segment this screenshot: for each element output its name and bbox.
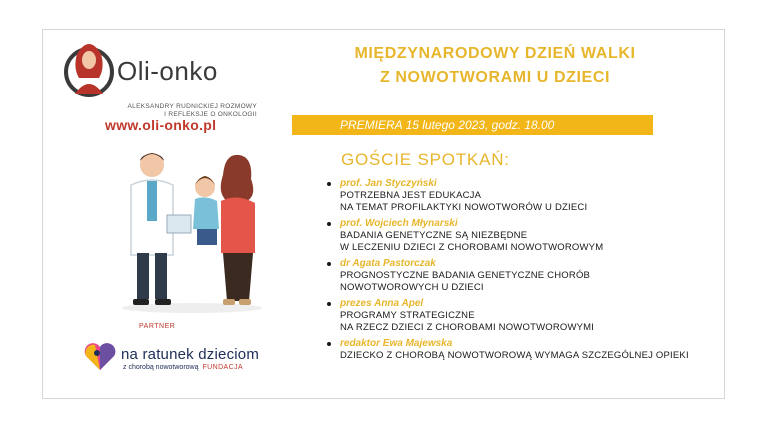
doctor-family-illustration: [107, 145, 277, 315]
premiere-bar: PREMIERA 15 lutego 2023, godz. 18.00: [292, 115, 653, 135]
list-item: [327, 338, 722, 362]
guest-name: dr Agata Pastorczak: [340, 258, 436, 269]
guest-topic: DZIECKO Z CHOROBĄ NOWOTWOROWĄ WYMAGA SZCZEGÓLNEJ OPIEKI: [340, 350, 689, 361]
bullet-icon: [327, 342, 331, 346]
oli-onko-logo: [63, 34, 257, 118]
logo-subtitle: ALEKSANDRY RUDNICKIEJ ROZMOWY I REFLEKSJE O ONKOLOGII: [127, 103, 257, 118]
guest-topic: POTRZEBNA JEST EDUKACJA NA TEMAT PROFILAKTYKI NOWOTWORÓW U DZIECI: [340, 190, 588, 213]
guest-name: prof. Jan Styczyński: [340, 178, 437, 189]
guest-name: prezes Anna Apel: [340, 298, 424, 309]
guest-name: prof. Wojciech Młynarski: [340, 218, 458, 229]
bullet-icon: [327, 262, 331, 266]
partner-label: PARTNER: [139, 323, 176, 330]
partner-subtitle: z chorobą nowotworową FUNDACJA: [123, 364, 244, 371]
guest-topic: PROGRAMY STRATEGICZNE NA RZECZ DZIECI Z CHOROBAMI NOWOTWOROWYMI: [340, 310, 595, 333]
partner-name: na ratunek dzieciom: [121, 346, 260, 363]
partner-logo: [83, 340, 283, 380]
guest-topic: PROGNOSTYCZNE BADANIA GENETYCZNE CHORÓB NOWOTWOROWYCH U DZIECI: [340, 270, 591, 293]
bullet-icon: [327, 182, 331, 186]
event-banner: [42, 29, 725, 399]
guests-heading: GOŚCIE SPOTKAŃ:: [341, 150, 510, 169]
portrait-logo-icon: [63, 34, 123, 100]
bullet-icon: [327, 222, 331, 226]
guest-name: redaktor Ewa Majewska: [340, 338, 453, 349]
website-link[interactable]: www.oli-onko.pl: [105, 117, 217, 133]
list-item: [327, 258, 722, 294]
brand-name: Oli-onko: [117, 56, 218, 86]
list-item: [327, 178, 722, 214]
event-title: MIĘDZYNARODOWY DZIEŃ WALKI Z NOWOTWORAMI U DZIECI: [354, 45, 636, 86]
guest-topic: BADANIA GENETYCZNE SĄ NIEZBĘDNE W LECZENIU DZIECI Z CHOROBAMI NOWOTWOROWYM: [340, 230, 604, 253]
list-item: [327, 298, 722, 334]
bullet-icon: [327, 302, 331, 306]
list-item: [327, 218, 722, 254]
heart-icon: [83, 342, 117, 372]
guest-list: [327, 178, 722, 366]
